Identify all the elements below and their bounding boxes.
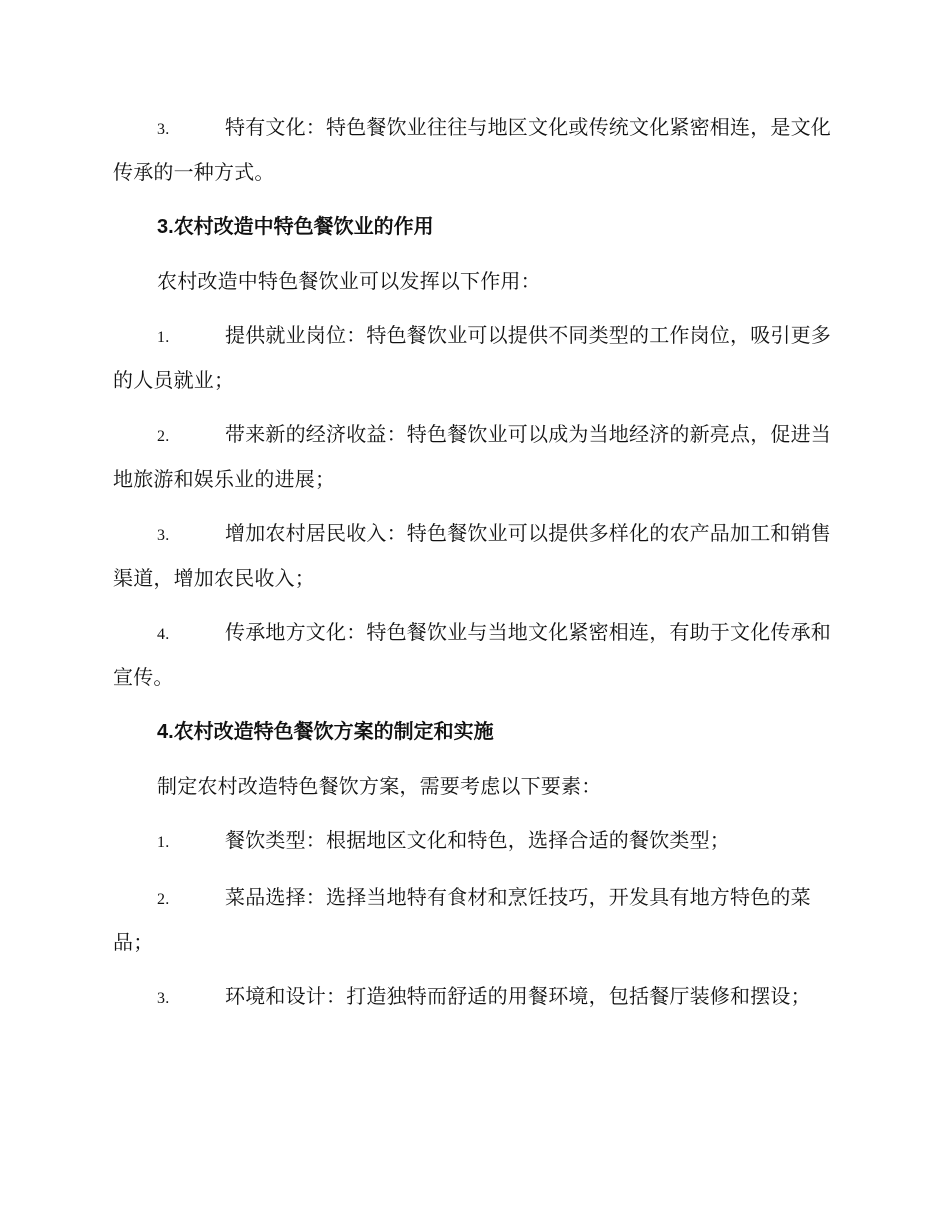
list-item-type: [113, 819, 833, 864]
list-number: 4.: [157, 626, 170, 643]
section-heading-plan: [113, 710, 833, 753]
list-item-heritage: [113, 611, 833, 698]
list-text: 带来新的经济收益：特色餐饮业可以成为当地经济的新亮点，促进当地旅游和娱乐业的进展；: [113, 422, 831, 491]
heading-number: 4.: [157, 721, 174, 743]
list-text: 提供就业岗位：特色餐饮业可以提供不同类型的工作岗位，吸引更多的人员就业；: [113, 323, 831, 392]
heading-text: 农村改造中特色餐饮业的作用: [173, 214, 434, 238]
list-item-environment: [113, 975, 833, 1020]
list-number: 3.: [157, 121, 170, 138]
heading-text: 农村改造特色餐饮方案的制定和实施: [173, 719, 494, 743]
heading-number: 3.: [157, 216, 174, 238]
list-item-jobs: [113, 314, 833, 401]
list-item-income: [113, 512, 833, 599]
section-heading-role: [113, 205, 833, 248]
list-text: 菜品选择：选择当地特有食材和烹饪技巧，开发具有地方特色的菜品；: [113, 885, 811, 954]
list-number: 3.: [157, 990, 170, 1007]
list-text: 特有文化：特色餐饮业往往与地区文化或传统文化紧密相连，是文化传承的一种方式。: [113, 115, 831, 184]
list-number: 1.: [157, 329, 170, 346]
list-text: 餐饮类型：根据地区文化和特色，选择合适的餐饮类型；: [225, 828, 730, 852]
document-content: [113, 106, 833, 1032]
intro-paragraph-role: 农村改造中特色餐饮业可以发挥以下作用：: [157, 269, 541, 293]
list-text: 传承地方文化：特色餐饮业与当地文化紧密相连，有助于文化传承和宣传。: [113, 620, 831, 689]
list-number: 1.: [157, 834, 170, 851]
list-text: 增加农村居民收入：特色餐饮业可以提供多样化的农产品加工和销售渠道，增加农民收入；: [113, 521, 831, 590]
list-number: 2.: [157, 428, 170, 445]
intro-paragraph-plan: 制定农村改造特色餐饮方案，需要考虑以下要素：: [157, 774, 602, 798]
list-item-dishes: [113, 876, 833, 963]
list-number: 2.: [157, 891, 170, 908]
list-number: 3.: [157, 527, 170, 544]
list-item-culture: [113, 106, 833, 193]
list-text: 环境和设计：打造独特而舒适的用餐环境，包括餐厅装修和摆设；: [225, 984, 811, 1008]
list-item-economy: [113, 413, 833, 500]
